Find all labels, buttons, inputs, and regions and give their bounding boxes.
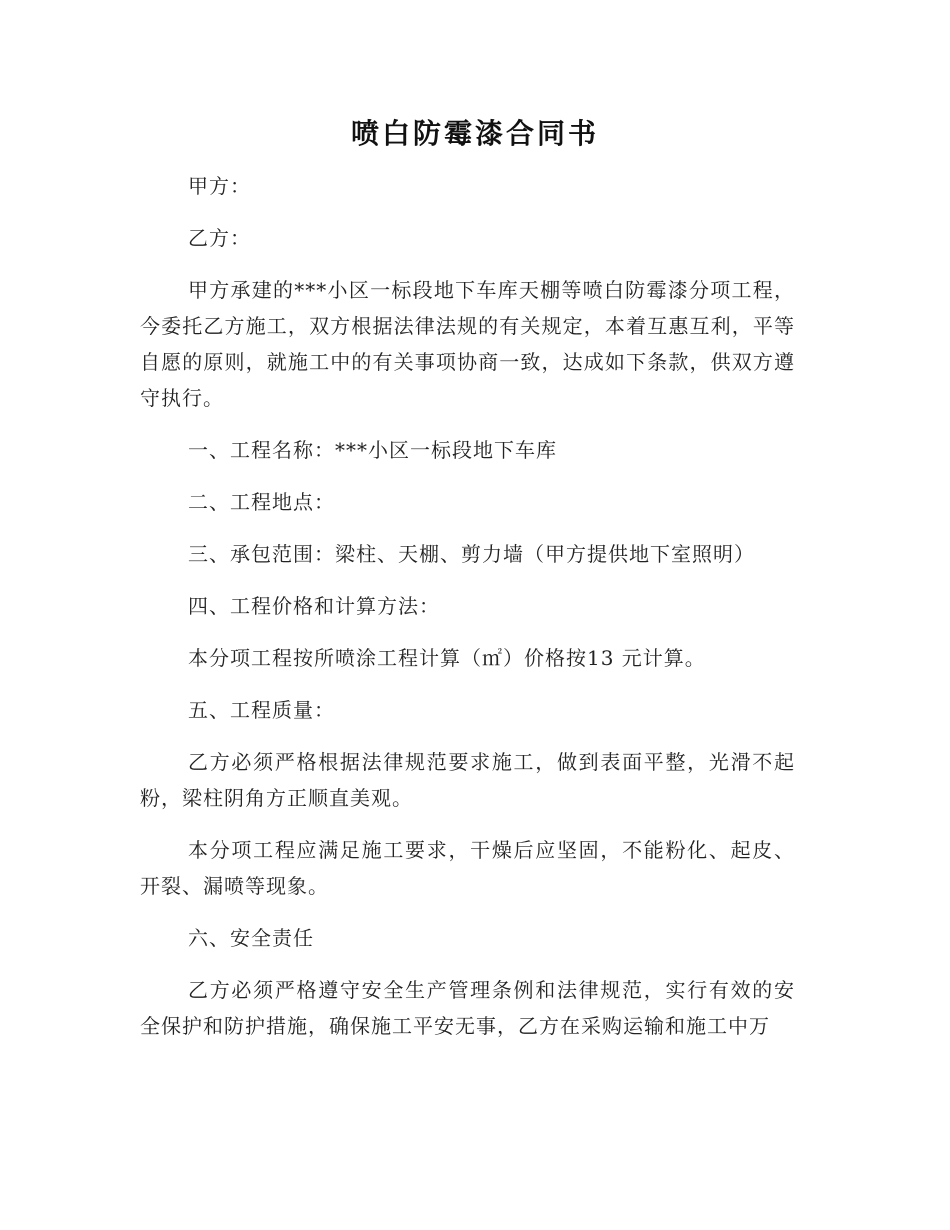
section-safety-heading: 六、安全责任 [188,926,314,950]
section-price-heading: 四、工程价格和计算方法： [188,594,440,618]
party-b-line: 乙方： [188,226,251,250]
document-title: 喷白防霉漆合同书 [350,117,599,150]
quality-paragraph-2: 本分项工程应满足施工要求，干燥后应坚固，不能粉化、起皮、开裂、漏喷等现象。 [140,838,795,898]
section-contract-scope: 三、承包范围：梁柱、天棚、剪力墙（甲方提供地下室照明） [188,542,755,566]
intro-paragraph: 甲方承建的***小区一标段地下车库天棚等喷白防霉漆分项工程，今委托乙方施工，双方根据法律法规的有关规定，本着互惠互利，平等自愿的原则，就施工中的有关事项协商一致，达成如下条款，供双方遵守执行。 [140,278,795,410]
quality-paragraph-1: 乙方必须严格根据法律规范要求施工，做到表面平整，光滑不起粉，梁柱阴角方正顺直美观。 [140,750,795,810]
section-project-location: 二、工程地点： [188,490,335,514]
safety-paragraph: 乙方必须严格遵守安全生产管理条例和法律规范，实行有效的安全保护和防护措施，确保施工平安无事，乙方在采购运输和施工中万 [140,978,795,1038]
party-a-line: 甲方： [188,174,251,198]
section-quality-heading: 五、工程质量： [188,698,335,722]
price-paragraph: 本分项工程按所喷涂工程计算（㎡）价格按13 元计算。 [188,646,706,670]
section-project-name: 一、工程名称：***小区一标段地下车库 [188,438,557,462]
document-body [140,168,795,1060]
